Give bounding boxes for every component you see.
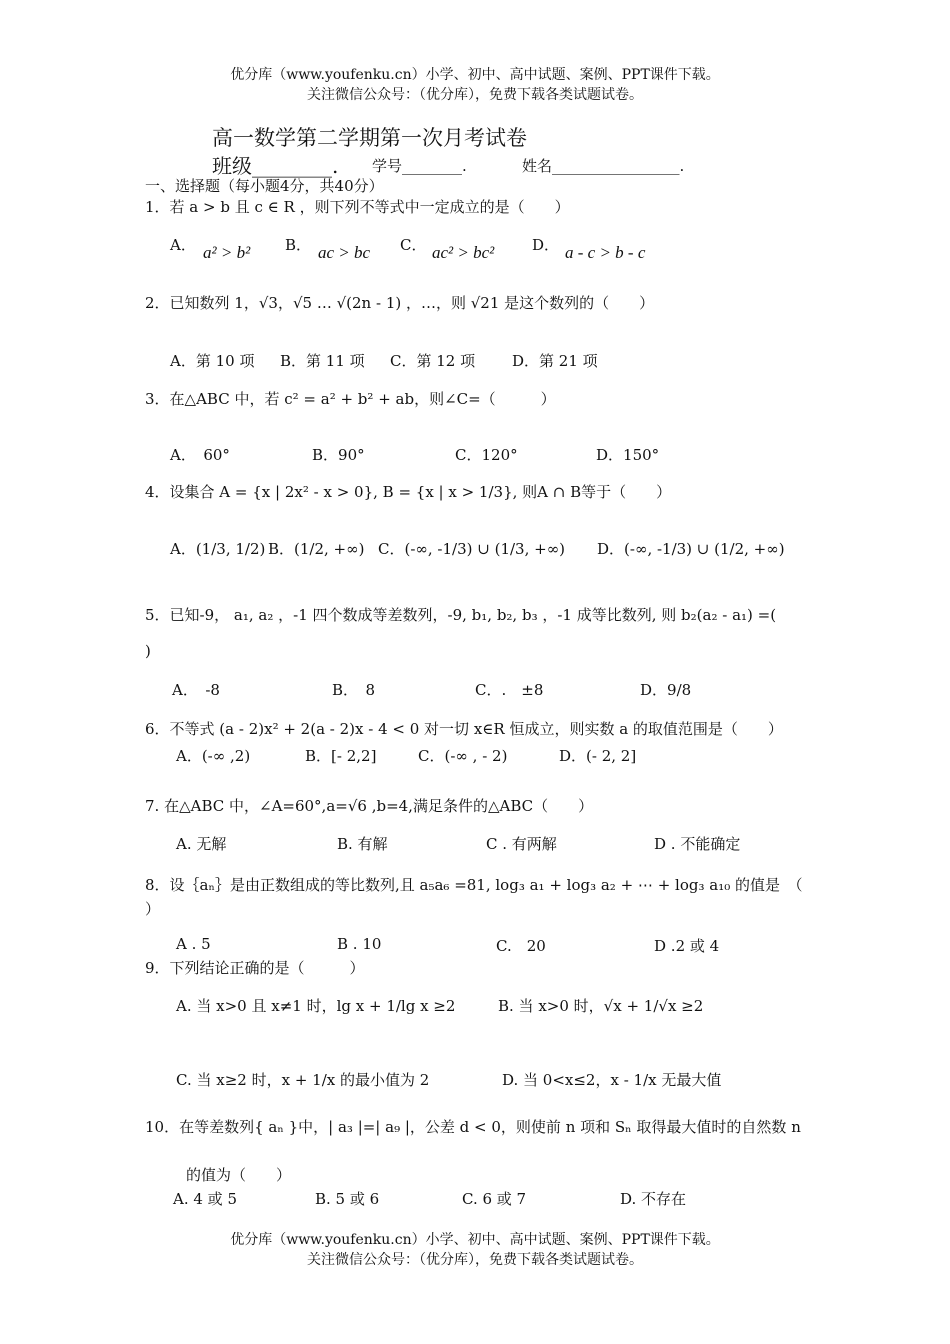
q4-option-d: D．(-∞, -1/3) ∪ (1/2, +∞) [597, 540, 785, 558]
question-4-stem: 4．设集合 A = {x | 2x² - x > 0}, B = {x | x > 1/3}, 则A ∩ B等于（ ） [145, 483, 672, 501]
q1-option-d-label: D． [532, 236, 560, 254]
q5-option-c: C．. ±8 [475, 681, 544, 699]
q4-option-a: A．(1/3, 1/2) [170, 540, 266, 558]
q2-option-a: A．第 10 项 [170, 352, 255, 370]
q6-option-b: B．[- 2,2] [305, 747, 377, 765]
q9-option-c: C. 当 x≥2 时，x + 1/x 的最小值为 2 [176, 1071, 430, 1089]
q7-option-c: C . 有两解 [486, 835, 557, 853]
page-title: 高一数学第二学期第一次月考试卷 [212, 126, 527, 150]
q1-option-c-label: C． [400, 236, 427, 254]
q1-option-a-math: a² > b² [203, 243, 251, 262]
name-field-label: 姓名_________________. [522, 157, 685, 175]
q1-option-d-math: a - c > b - c [565, 243, 646, 262]
question-9-stem: 9．下列结论正确的是（ ） [145, 959, 365, 977]
question-2-stem: 2．已知数列 1，√3，√5 … √(2n - 1) ，…，则 √21 是这个数列的（ ） [145, 294, 655, 312]
question-5-stem: 5．已知-9， a₁, a₂ ，-1 四个数成等差数列，-9, b₁, b₂, b₃ ，-1 成等比数列, 则 b₂(a₂ - a₁) =( [145, 606, 777, 624]
number-field-label: 学号________. [372, 157, 467, 175]
q7-option-b: B. 有解 [337, 835, 388, 853]
footer-line-2: 关注微信公众号：（优分库），免费下载各类试题试卷。 [307, 1252, 643, 1268]
q1-option-c-math: ac² > bc² [432, 243, 495, 262]
question-1-stem: 1．若 a > b 且 c ∈ R ，则下列不等式中一定成立的是（ ） [145, 198, 570, 216]
q5-option-b: B． 8 [332, 681, 376, 699]
q2-option-c: C．第 12 项 [390, 352, 476, 370]
q8-option-d: D .2 或 4 [654, 937, 720, 955]
footer-line-1: 优分库（www.youfenku.cn）小学、初中、高中试题、案例、PPT课件下载。 [230, 1232, 720, 1248]
q1-option-b-label: B． [285, 236, 312, 254]
q10-option-c: C. 6 或 7 [462, 1190, 527, 1208]
q5-option-d: D．9/8 [640, 681, 692, 699]
q3-option-a: A． 60° [170, 446, 230, 464]
q9-option-b: B. 当 x>0 时，√x + 1/√x ≥2 [498, 997, 704, 1015]
question-8-stem-end: ） [145, 900, 161, 918]
class-field-label: 班级________. [212, 154, 339, 178]
header-line-2: 关注微信公众号：（优分库），免费下载各类试题试卷。 [307, 87, 643, 103]
q6-option-c: C．(-∞ , - 2) [418, 747, 508, 765]
q8-option-b: B . 10 [337, 935, 382, 953]
q8-option-c: C. 20 [496, 937, 546, 955]
q2-option-d: D．第 21 项 [512, 352, 598, 370]
q3-option-c: C．120° [455, 446, 518, 464]
q6-option-a: A．(-∞ ,2) [176, 747, 251, 765]
question-10-stem-end: 的值为（ ） [186, 1166, 292, 1184]
q10-option-d: D. 不存在 [620, 1190, 687, 1208]
q3-option-d: D．150° [596, 446, 660, 464]
question-7-stem: 7. 在△ABC 中，∠A=60°,a=√6 ,b=4,满足条件的△ABC（ ） [145, 797, 594, 815]
q9-option-d: D. 当 0<x≤2，x - 1/x 无最大值 [502, 1071, 722, 1089]
q9-option-a: A. 当 x>0 且 x≠1 时，lg x + 1/lg x ≥2 [176, 997, 456, 1015]
question-6-stem: 6．不等式 (a - 2)x² + 2(a - 2)x - 4 < 0 对一切 x∈R 恒成立，则实数 a 的取值范围是（ ） [145, 720, 783, 738]
q10-option-b: B. 5 或 6 [315, 1190, 380, 1208]
q8-option-a: A . 5 [176, 935, 211, 953]
question-3-stem: 3．在△ABC 中，若 c² = a² + b² + ab，则∠C=（ ） [145, 390, 556, 408]
question-8-stem: 8．设｛aₙ｝是由正数组成的等比数列,且 a₅a₆ =81, log₃ a₁ + log₃ a₂ + ⋯ + log₃ a₁₀ 的值是 （ [145, 876, 803, 894]
q3-option-b: B．90° [312, 446, 365, 464]
header-line-1: 优分库（www.youfenku.cn）小学、初中、高中试题、案例、PPT课件下载。 [230, 67, 720, 83]
q6-option-d: D．(- 2, 2] [559, 747, 637, 765]
q4-option-b: B．(1/2, +∞) [268, 540, 365, 558]
q1-option-b-math: ac > bc [318, 243, 371, 262]
q4-option-c: C．(-∞, -1/3) ∪ (1/3, +∞) [378, 540, 566, 558]
q2-option-b: B．第 11 项 [280, 352, 365, 370]
q7-option-d: D . 不能确定 [654, 835, 741, 853]
question-5-stem-end: ) [145, 642, 151, 660]
question-10-stem: 10．在等差数列{ aₙ }中，| a₃ |=| a₉ |，公差 d < 0，则使前 n 项和 Sₙ 取得最大值时的自然数 n [145, 1118, 801, 1136]
q7-option-a: A. 无解 [176, 835, 227, 853]
q5-option-a: A． -8 [172, 681, 220, 699]
q10-option-a: A. 4 或 5 [173, 1190, 237, 1208]
section-heading: 一、选择题（每小题4分，共40分） [145, 177, 384, 195]
q1-option-a-label: A． [170, 236, 196, 254]
